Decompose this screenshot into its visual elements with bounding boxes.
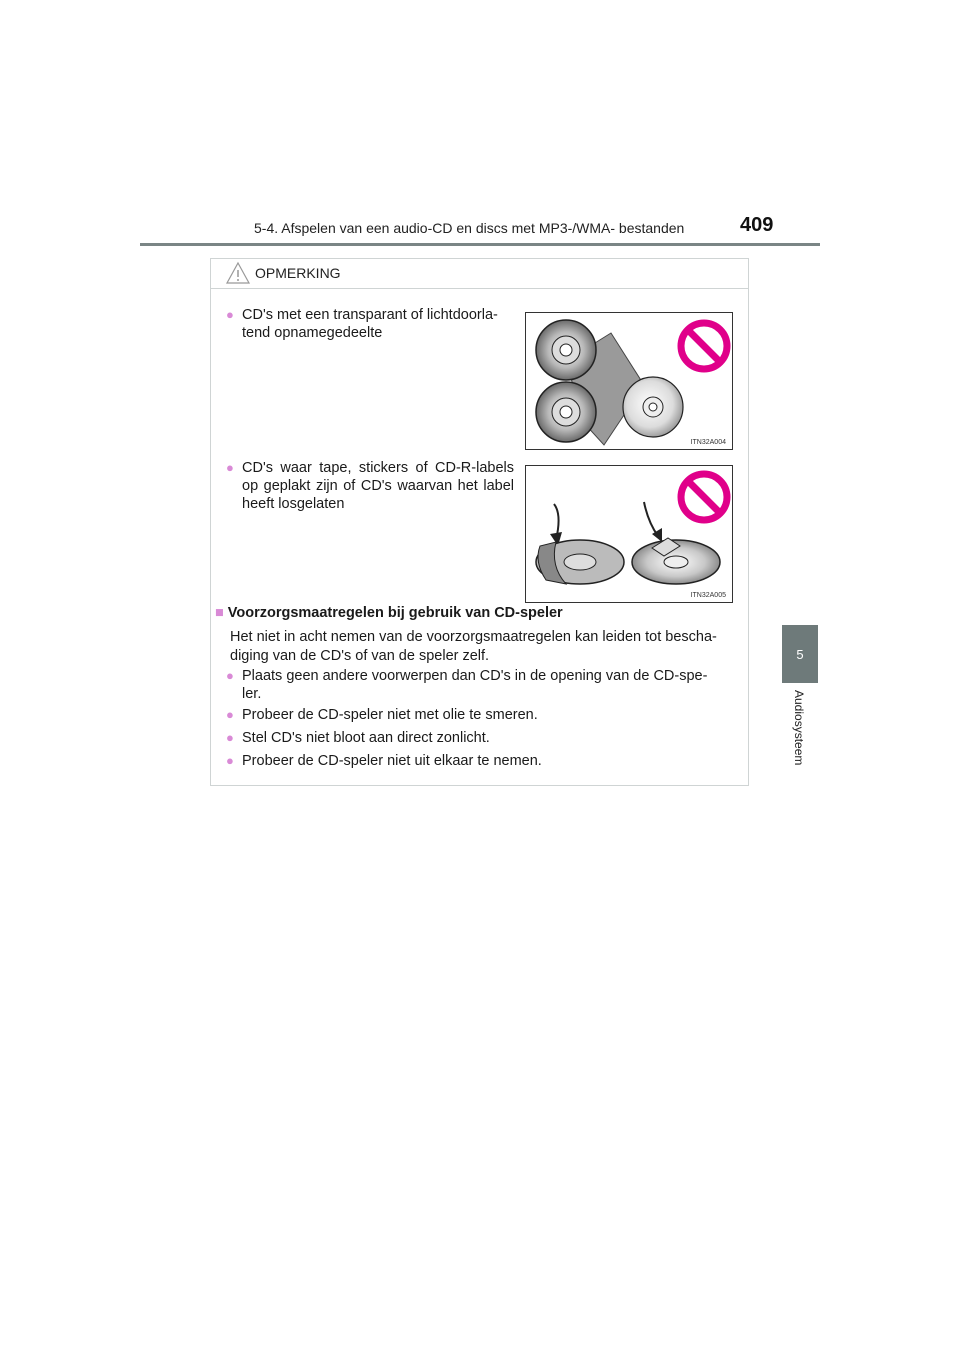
- warning-triangle-icon: [225, 261, 251, 285]
- section-title-text: Voorzorgsmaatregelen bij gebruik van CD-speler: [227, 605, 563, 621]
- bullet-icon: ●: [226, 707, 234, 722]
- list-item-text: Stel CD's niet bloot aan direct zonlicht.: [242, 730, 490, 746]
- page-number: 409: [740, 214, 774, 236]
- list-item: [226, 729, 742, 747]
- list-item-line: Plaats geen andere voorwerpen dan CD's in de opening van de CD-spe-: [242, 668, 708, 684]
- square-bullet-icon: ■: [215, 605, 224, 621]
- figure-label-cd: [525, 465, 733, 603]
- list-item-text: Probeer de CD-speler niet uit elkaar te nemen.: [242, 753, 542, 769]
- notice-item: [226, 459, 514, 513]
- list-item-text: Probeer de CD-speler niet met olie te smeren.: [242, 707, 538, 723]
- list-item: [226, 752, 742, 770]
- section-title: [215, 605, 563, 621]
- intro-line: Het niet in acht nemen van de voorzorgsmaatregelen kan leiden tot bescha-: [230, 629, 717, 645]
- bullet-icon: ●: [226, 668, 234, 683]
- bullet-icon: ●: [226, 753, 234, 768]
- section-intro: [230, 628, 742, 666]
- list-item: [226, 706, 742, 724]
- figure-code: ITN32A004: [690, 439, 726, 446]
- notice-item: [226, 306, 516, 342]
- notice-header: [211, 259, 748, 289]
- list-item-line: ler.: [242, 686, 262, 702]
- figure-transparent-cd: [525, 312, 733, 450]
- chapter-label: Audiosysteem: [792, 690, 806, 766]
- chapter-number: 5: [796, 646, 804, 662]
- label-cd-illustration: [526, 466, 732, 602]
- notice-title: OPMERKING: [255, 265, 341, 281]
- notice-item-line: tend opnamegedeelte: [242, 325, 383, 341]
- section-header: 5-4. Afspelen van een audio-CD en discs met MP3-/WMA- bestanden: [254, 220, 685, 236]
- bullet-icon: ●: [226, 730, 234, 745]
- list-item: [226, 667, 742, 703]
- bullet-icon: ●: [226, 307, 234, 322]
- prohibited-icon: [681, 323, 727, 369]
- bullet-icon: ●: [226, 460, 234, 475]
- notice-item-line: CD's met een transparant of lichtdoorla-: [242, 307, 498, 323]
- transparent-cd-illustration: [526, 313, 732, 449]
- chapter-tab: [782, 625, 818, 683]
- intro-line: diging van de CD's of van de speler zelf.: [230, 648, 490, 664]
- notice-item-text: CD's waar tape, stickers of CD-R-labels op geplakt zijn of CD's waarvan het label heeft losgelaten: [242, 460, 514, 512]
- header-divider: [140, 243, 820, 246]
- prohibited-icon: [681, 474, 727, 520]
- figure-code: ITN32A005: [690, 592, 726, 599]
